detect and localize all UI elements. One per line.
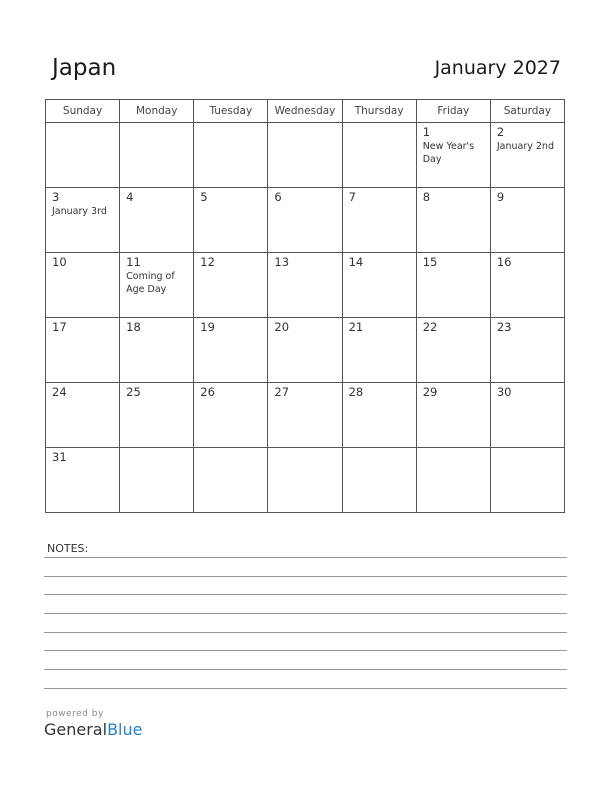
- day-cell: [46, 188, 120, 253]
- weekday-monday: Monday: [120, 100, 194, 123]
- day-number: 25: [126, 385, 141, 399]
- day-number: 31: [52, 450, 67, 464]
- day-cell: [268, 188, 342, 253]
- holiday-label: January 2nd: [496, 141, 554, 152]
- day-cell: [194, 123, 268, 188]
- day-number: 3: [52, 190, 60, 204]
- weekday-friday: Friday: [416, 100, 490, 123]
- day-number: 19: [200, 320, 215, 334]
- day-cell: [490, 188, 564, 253]
- day-cell: [194, 448, 268, 513]
- week-row: [46, 448, 565, 513]
- weekday-saturday: Saturday: [490, 100, 564, 123]
- week-row: [46, 188, 565, 253]
- day-number: 30: [496, 385, 512, 399]
- day-number: 20: [274, 320, 290, 334]
- day-cell: [120, 253, 194, 318]
- day-cell: [490, 318, 564, 383]
- country-title: Japan: [52, 55, 117, 81]
- day-cell: [46, 448, 120, 513]
- day-cell: [46, 253, 120, 318]
- day-number: 17: [52, 320, 67, 334]
- weekday-tuesday: Tuesday: [194, 100, 268, 123]
- holiday-label: January 3rd: [52, 206, 107, 217]
- day-cell: [268, 383, 342, 448]
- day-number: 2: [496, 125, 505, 139]
- day-cell: [194, 253, 268, 318]
- notes-line: [44, 688, 567, 689]
- powered-by-text: powered by: [46, 709, 104, 719]
- brand-general: General: [44, 720, 108, 739]
- notes-line: [44, 650, 567, 651]
- day-number: 27: [274, 385, 290, 399]
- weekday-thursday: Thursday: [342, 100, 416, 123]
- notes-line: [44, 632, 567, 633]
- day-cell: [46, 318, 120, 383]
- day-cell: [416, 123, 490, 188]
- weekday-sunday: Sunday: [46, 100, 120, 123]
- day-number: 9: [496, 190, 505, 204]
- day-number: 6: [274, 190, 282, 204]
- day-cell: [416, 383, 490, 448]
- notes-line: [44, 594, 567, 595]
- day-number: 21: [348, 320, 364, 334]
- day-number: 11: [126, 255, 141, 269]
- day-cell: [342, 448, 416, 513]
- month-title: January 2027: [434, 57, 561, 79]
- day-number: 1: [422, 125, 431, 139]
- day-number: 16: [496, 255, 512, 269]
- day-cell: [194, 318, 268, 383]
- generalblue-logo[interactable]: [44, 720, 142, 739]
- day-cell: [120, 123, 194, 188]
- day-number: 5: [200, 190, 208, 204]
- day-cell: [490, 253, 564, 318]
- day-cell: [120, 188, 194, 253]
- notes-label: NOTES:: [47, 542, 89, 555]
- week-row: [46, 383, 565, 448]
- day-number: 29: [422, 385, 438, 399]
- day-cell: [342, 123, 416, 188]
- day-number: 7: [348, 190, 356, 204]
- day-number: 28: [348, 385, 364, 399]
- day-cell: [416, 318, 490, 383]
- notes-line: [44, 613, 567, 614]
- week-row: [46, 123, 565, 188]
- holiday-label: Coming of Age Day: [126, 271, 175, 295]
- day-number: 23: [496, 320, 512, 334]
- day-cell: [120, 448, 194, 513]
- calendar-grid: [45, 99, 565, 513]
- day-cell: [194, 188, 268, 253]
- day-number: 14: [348, 255, 364, 269]
- holiday-label: New Year's Day: [422, 141, 475, 165]
- day-cell: [342, 318, 416, 383]
- day-number: 26: [200, 385, 215, 399]
- day-cell: [342, 383, 416, 448]
- day-number: 4: [126, 190, 134, 204]
- week-row: [46, 253, 565, 318]
- day-cell: [194, 383, 268, 448]
- day-number: 10: [52, 255, 67, 269]
- day-cell: [342, 188, 416, 253]
- day-cell: [268, 448, 342, 513]
- day-cell: [46, 123, 120, 188]
- day-number: 12: [200, 255, 215, 269]
- day-cell: [490, 448, 564, 513]
- day-number: 22: [422, 320, 438, 334]
- day-cell: [416, 188, 490, 253]
- notes-line: [44, 557, 567, 558]
- brand-blue: Blue: [107, 720, 143, 739]
- day-cell: [46, 383, 120, 448]
- day-number: 15: [422, 255, 438, 269]
- day-number: 18: [126, 320, 141, 334]
- day-cell: [120, 383, 194, 448]
- notes-line: [44, 669, 567, 670]
- day-cell: [268, 318, 342, 383]
- day-cell: [342, 253, 416, 318]
- day-cell: [416, 448, 490, 513]
- notes-line: [44, 576, 567, 577]
- day-cell: [490, 383, 564, 448]
- day-cell: [268, 253, 342, 318]
- day-cell: [268, 123, 342, 188]
- weekday-wednesday: Wednesday: [268, 100, 342, 123]
- week-row: [46, 318, 565, 383]
- day-number: 13: [274, 255, 290, 269]
- day-cell: [490, 123, 564, 188]
- day-cell: [120, 318, 194, 383]
- weekday-header-row: [46, 100, 565, 123]
- day-number: 24: [52, 385, 67, 399]
- day-number: 8: [422, 190, 431, 204]
- day-cell: [416, 253, 490, 318]
